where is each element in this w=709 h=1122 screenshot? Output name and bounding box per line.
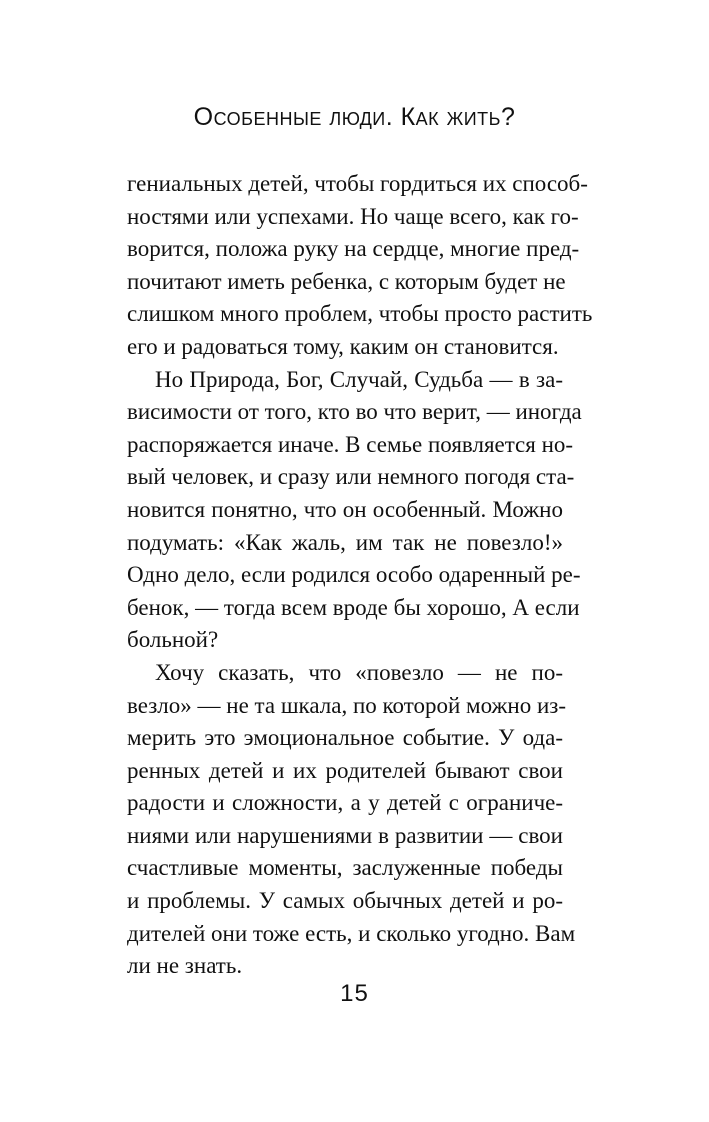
text-line: и проблемы. У самых обычных детей и ро- <box>127 888 563 914</box>
text-line: его и радоваться тому, каким он становится. <box>127 333 559 359</box>
paragraph <box>127 364 582 657</box>
text-line: распоряжается иначе. В семье появляется но- <box>127 431 574 457</box>
text-line: счастливые моменты, заслуженные победы <box>127 855 563 881</box>
text-line: висимости от того, кто во что верит, — иногда <box>127 399 582 425</box>
text-line: почитают иметь ребенка, с которым будет не <box>127 268 566 294</box>
page-number: 15 <box>340 980 369 1007</box>
text-line: бенок, — тогда всем вроде бы хорошо, А если <box>127 594 580 620</box>
text-line: везло» — не та шкала, по которой можно из- <box>127 692 567 718</box>
text-line: ностями или успехами. Но чаще всего, как го- <box>127 203 579 229</box>
text-line: вый человек, и сразу или немного погодя ста- <box>127 464 575 490</box>
text-line: радости и сложности, а у детей с ограниче- <box>127 790 563 816</box>
text-line: слишком много проблем, чтобы просто растить <box>127 301 593 327</box>
text-line: ворится, положа руку на сердце, многие пред- <box>127 236 580 262</box>
text-line: Но Природа, Бог, Случай, Судьба — в за- <box>155 366 563 392</box>
running-title: Особенные люди. Как жить? <box>193 103 516 131</box>
paragraph <box>127 657 576 983</box>
text-line: ренных детей и их родителей бывают свои <box>127 757 563 783</box>
text-line: гениальных детей, чтобы гордиться их способ- <box>127 171 588 196</box>
body-text <box>127 168 593 983</box>
text-line: Одно дело, если родился особо одаренный ре- <box>127 562 581 588</box>
text-line: подумать: «Как жаль, им так не повезло!» <box>127 529 563 555</box>
text-line: Хочу сказать, что «повезло — не по- <box>155 659 563 685</box>
text-line: новится понятно, что он особенный. Можно <box>127 496 563 522</box>
text-line: ли не знать. <box>127 953 243 979</box>
text-line: ниями или нарушениями в развитии — свои <box>127 822 563 848</box>
text-line: больной? <box>127 627 219 653</box>
paragraph <box>127 168 593 364</box>
text-line: дителей они тоже есть, и сколько угодно. Вам <box>127 920 576 946</box>
text-line: мерить это эмоциональное событие. У ода- <box>127 725 563 751</box>
